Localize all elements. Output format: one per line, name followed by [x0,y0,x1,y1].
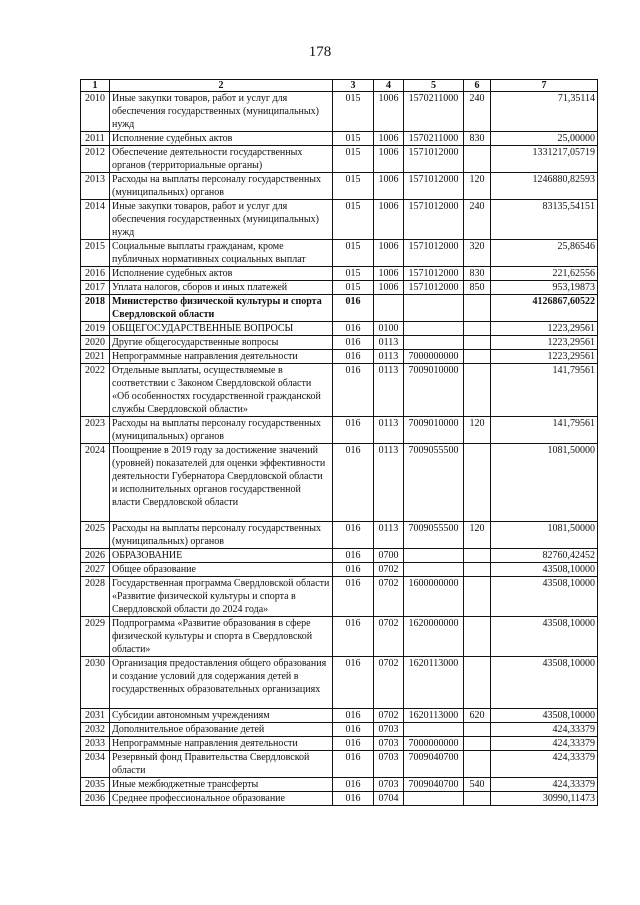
page-number: 178 [308,44,332,60]
row-expense-type [464,322,491,336]
row-glavnyi-rasporyaditel: 015 [333,173,374,200]
row-section: 0113 [374,350,404,364]
row-glavnyi-rasporyaditel: 015 [333,92,374,132]
row-amount: 141,79561 [491,364,598,417]
table-row [81,200,598,240]
row-section: 0702 [374,657,404,709]
table-row [81,549,598,563]
row-name: Резервный фонд Правительства Свердловской области [110,751,333,778]
row-expense-type: 240 [464,200,491,240]
row-amount: 82760,42452 [491,549,598,563]
row-amount: 43508,10000 [491,563,598,577]
row-glavnyi-rasporyaditel: 016 [333,751,374,778]
row-number: 2033 [81,737,110,751]
row-name: Обеспечение деятельности государственных органов (территориальные органы) [110,146,333,173]
row-amount: 141,79561 [491,417,598,444]
row-name: Среднее профессиональное образование [110,792,333,806]
header-col-4: 4 [374,80,404,92]
row-section: 0702 [374,577,404,617]
row-name: Министерство физической культуры и спорта Свердловской области [110,295,333,322]
row-expense-type [464,295,491,322]
row-number: 2028 [81,577,110,617]
row-glavnyi-rasporyaditel: 016 [333,723,374,737]
header-col-3: 3 [333,80,374,92]
table-body [81,92,598,806]
row-amount: 83135,54151 [491,200,598,240]
row-number: 2015 [81,240,110,267]
row-number: 2012 [81,146,110,173]
row-name: Иные закупки товаров, работ и услуг для обеспечения государственных (муниципальных) нужд [110,92,333,132]
row-number: 2034 [81,751,110,778]
row-section: 0113 [374,336,404,350]
row-target-article: 1571012000 [404,200,464,240]
row-glavnyi-rasporyaditel: 016 [333,322,374,336]
row-amount: 1331217,05719 [491,146,598,173]
row-expense-type [464,723,491,737]
row-number: 2026 [81,549,110,563]
row-target-article: 7009055500 [404,444,464,522]
header-col-2: 2 [110,80,333,92]
row-glavnyi-rasporyaditel: 015 [333,240,374,267]
row-amount: 1223,29561 [491,350,598,364]
row-name: ОБЩЕГОСУДАРСТВЕННЫЕ ВОПРОСЫ [110,322,333,336]
row-glavnyi-rasporyaditel: 016 [333,549,374,563]
table-row [81,281,598,295]
row-expense-type [464,336,491,350]
table-row [81,146,598,173]
row-target-article: 7000000000 [404,350,464,364]
row-glavnyi-rasporyaditel: 016 [333,364,374,417]
row-expense-type: 540 [464,778,491,792]
row-expense-type: 830 [464,267,491,281]
table-row [81,577,598,617]
row-name: Поощрение в 2019 году за достижение значений (уровней) показателей для оценки эффективности деятельности Губернатора Свердловской области и исполнительных органов государственной власти Свердловской области [110,444,333,522]
row-amount: 30990,11473 [491,792,598,806]
table-header-row [81,80,598,92]
row-amount: 424,33379 [491,737,598,751]
row-name: Субсидии автономным учреждениям [110,709,333,723]
row-section: 1006 [374,281,404,295]
row-number: 2011 [81,132,110,146]
row-amount: 424,33379 [491,778,598,792]
row-glavnyi-rasporyaditel: 016 [333,350,374,364]
row-amount: 424,33379 [491,723,598,737]
row-amount: 4126867,60522 [491,295,598,322]
row-amount: 953,19873 [491,281,598,295]
row-number: 2019 [81,322,110,336]
row-name: Непрограммные направления деятельности [110,737,333,751]
header-col-5: 5 [404,80,464,92]
row-number: 2014 [81,200,110,240]
row-expense-type: 830 [464,132,491,146]
budget-table [80,79,598,806]
row-number: 2016 [81,267,110,281]
table-row [81,751,598,778]
row-expense-type [464,146,491,173]
row-number: 2022 [81,364,110,417]
row-name: Иные межбюджетные трансферты [110,778,333,792]
row-number: 2032 [81,723,110,737]
row-name: Организация предоставления общего образования и создание условий для содержания детей в государственных образовательных организациях [110,657,333,709]
row-target-article: 7000000000 [404,737,464,751]
row-target-article: 7009055500 [404,522,464,549]
row-amount: 221,62556 [491,267,598,281]
row-expense-type [464,792,491,806]
row-section: 0702 [374,563,404,577]
table-row [81,723,598,737]
row-glavnyi-rasporyaditel: 016 [333,417,374,444]
row-section: 1006 [374,173,404,200]
row-glavnyi-rasporyaditel: 016 [333,737,374,751]
row-amount: 1081,50000 [491,444,598,522]
row-name: Исполнение судебных актов [110,132,333,146]
row-target-article: 1570211000 [404,92,464,132]
row-section: 0703 [374,778,404,792]
row-number: 2029 [81,617,110,657]
row-number: 2023 [81,417,110,444]
row-glavnyi-rasporyaditel: 016 [333,295,374,322]
row-section: 0113 [374,364,404,417]
row-section [374,295,404,322]
table-row [81,617,598,657]
header-col-1: 1 [81,80,110,92]
row-expense-type: 120 [464,417,491,444]
row-name: Подпрограмма «Развитие образования в сфере физической культуры и спорта в Свердловской области» [110,617,333,657]
row-target-article: 7009010000 [404,417,464,444]
row-glavnyi-rasporyaditel: 016 [333,336,374,350]
table-row [81,322,598,336]
row-name: Исполнение судебных актов [110,267,333,281]
row-glavnyi-rasporyaditel: 016 [333,444,374,522]
row-expense-type: 240 [464,92,491,132]
table-row [81,563,598,577]
table-row [81,737,598,751]
row-target-article: 7009010000 [404,364,464,417]
row-number: 2036 [81,792,110,806]
row-glavnyi-rasporyaditel: 016 [333,563,374,577]
row-expense-type [464,444,491,522]
row-section: 1006 [374,132,404,146]
row-expense-type: 320 [464,240,491,267]
row-glavnyi-rasporyaditel: 016 [333,778,374,792]
row-name: Непрограммные направления деятельности [110,350,333,364]
table-row [81,657,598,709]
row-target-article [404,295,464,322]
row-target-article: 1600000000 [404,577,464,617]
table-row [81,778,598,792]
row-number: 2031 [81,709,110,723]
row-number: 2010 [81,92,110,132]
table-row [81,364,598,417]
row-target-article: 1570211000 [404,132,464,146]
row-name: Иные закупки товаров, работ и услуг для обеспечения государственных (муниципальных) нужд [110,200,333,240]
row-section: 1006 [374,200,404,240]
row-section: 0113 [374,522,404,549]
row-expense-type: 120 [464,522,491,549]
table-row [81,522,598,549]
row-target-article: 1571012000 [404,267,464,281]
table-row [81,444,598,522]
row-section: 1006 [374,92,404,132]
row-target-article: 1571012000 [404,281,464,295]
row-number: 2025 [81,522,110,549]
row-glavnyi-rasporyaditel: 016 [333,657,374,709]
row-glavnyi-rasporyaditel: 015 [333,200,374,240]
row-amount: 43508,10000 [491,577,598,617]
row-amount: 1246880,82593 [491,173,598,200]
row-section: 0703 [374,751,404,778]
row-section: 0100 [374,322,404,336]
row-name: Общее образование [110,563,333,577]
row-section: 1006 [374,240,404,267]
table-row [81,92,598,132]
row-expense-type: 620 [464,709,491,723]
row-target-article: 7009040700 [404,751,464,778]
row-target-article [404,549,464,563]
row-section: 0703 [374,723,404,737]
row-section: 0113 [374,417,404,444]
row-amount: 424,33379 [491,751,598,778]
row-name: Другие общегосударственные вопросы [110,336,333,350]
row-expense-type [464,563,491,577]
row-expense-type [464,364,491,417]
row-section: 0702 [374,709,404,723]
row-amount: 1081,50000 [491,522,598,549]
row-section: 0700 [374,549,404,563]
row-glavnyi-rasporyaditel: 015 [333,146,374,173]
row-name: Уплата налогов, сборов и иных платежей [110,281,333,295]
row-target-article: 1620000000 [404,617,464,657]
row-section: 0704 [374,792,404,806]
row-glavnyi-rasporyaditel: 016 [333,792,374,806]
row-amount: 25,00000 [491,132,598,146]
row-section: 0113 [374,444,404,522]
row-number: 2027 [81,563,110,577]
row-expense-type [464,737,491,751]
row-target-article: 7009040700 [404,778,464,792]
row-amount: 71,35114 [491,92,598,132]
row-number: 2035 [81,778,110,792]
row-target-article [404,322,464,336]
row-name: Социальные выплаты гражданам, кроме публичных нормативных социальных выплат [110,240,333,267]
row-name: Расходы на выплаты персоналу государственных (муниципальных) органов [110,417,333,444]
row-amount: 43508,10000 [491,709,598,723]
row-number: 2021 [81,350,110,364]
table-row [81,792,598,806]
row-expense-type [464,350,491,364]
table-row [81,336,598,350]
row-amount: 43508,10000 [491,657,598,709]
row-expense-type: 120 [464,173,491,200]
row-glavnyi-rasporyaditel: 016 [333,577,374,617]
row-number: 2020 [81,336,110,350]
row-target-article [404,336,464,350]
row-expense-type [464,617,491,657]
row-target-article: 1620113000 [404,709,464,723]
table-row [81,709,598,723]
row-glavnyi-rasporyaditel: 016 [333,617,374,657]
row-target-article [404,723,464,737]
row-glavnyi-rasporyaditel: 015 [333,267,374,281]
row-number: 2017 [81,281,110,295]
row-glavnyi-rasporyaditel: 015 [333,281,374,295]
row-section: 0702 [374,617,404,657]
table-row [81,350,598,364]
row-amount: 1223,29561 [491,336,598,350]
row-number: 2024 [81,444,110,522]
table-row [81,240,598,267]
row-target-article: 1620113000 [404,657,464,709]
table-row [81,267,598,281]
row-target-article: 1571012000 [404,240,464,267]
table-row [81,295,598,322]
row-section: 1006 [374,146,404,173]
header-col-6: 6 [464,80,491,92]
row-number: 2018 [81,295,110,322]
row-glavnyi-rasporyaditel: 015 [333,132,374,146]
row-name: Дополнительное образование детей [110,723,333,737]
row-name: Отдельные выплаты, осуществляемые в соответствии с Законом Свердловской области «Об особенностях государственной гражданской службы Свердловской области» [110,364,333,417]
row-name: Государственная программа Свердловской области «Развитие физической культуры и спорта в Свердловской области до 2024 года» [110,577,333,617]
row-name: ОБРАЗОВАНИЕ [110,549,333,563]
row-expense-type [464,549,491,563]
row-expense-type [464,751,491,778]
row-amount: 1223,29561 [491,322,598,336]
row-number: 2030 [81,657,110,709]
row-section: 0703 [374,737,404,751]
row-target-article: 1571012000 [404,173,464,200]
row-target-article [404,563,464,577]
row-target-article: 1571012000 [404,146,464,173]
row-number: 2013 [81,173,110,200]
row-expense-type [464,577,491,617]
table-row [81,173,598,200]
header-col-7: 7 [491,80,598,92]
row-glavnyi-rasporyaditel: 016 [333,709,374,723]
row-name: Расходы на выплаты персоналу государственных (муниципальных) органов [110,522,333,549]
row-name: Расходы на выплаты персоналу государственных (муниципальных) органов [110,173,333,200]
table-row [81,132,598,146]
row-expense-type: 850 [464,281,491,295]
table-row [81,417,598,444]
row-glavnyi-rasporyaditel: 016 [333,522,374,549]
row-amount: 25,86546 [491,240,598,267]
row-section: 1006 [374,267,404,281]
row-expense-type [464,657,491,709]
row-amount: 43508,10000 [491,617,598,657]
row-target-article [404,792,464,806]
